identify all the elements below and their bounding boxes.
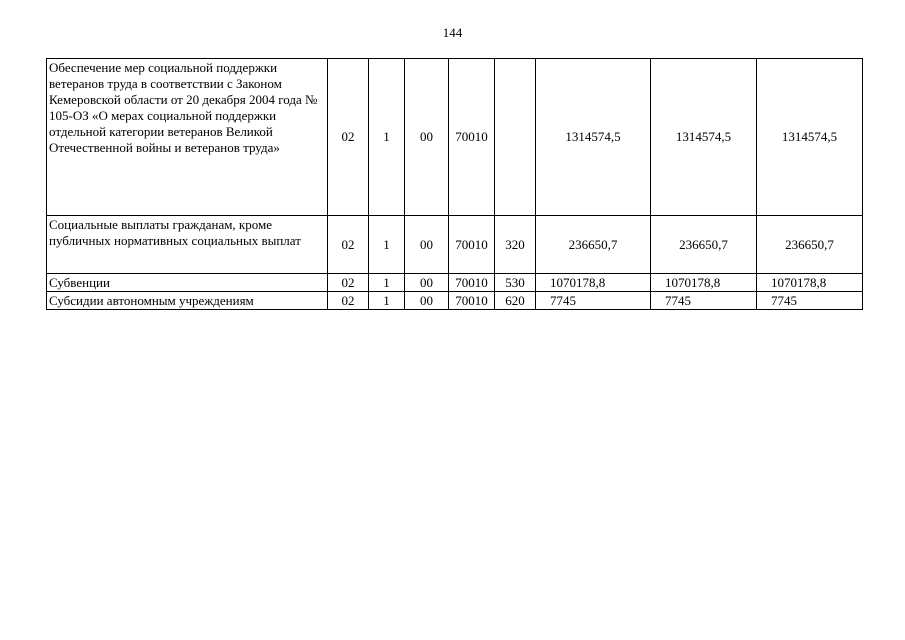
budget-table bbox=[46, 58, 863, 310]
direction-code: 70010 bbox=[449, 274, 495, 292]
event-code: 00 bbox=[405, 292, 449, 310]
row-description: Субсидии автономным учреждениям bbox=[47, 292, 328, 310]
section-code: 02 bbox=[328, 292, 369, 310]
subprogram-code: 1 bbox=[369, 59, 405, 216]
table-row bbox=[47, 274, 863, 292]
event-code: 00 bbox=[405, 59, 449, 216]
expense-type-code bbox=[495, 59, 536, 216]
expense-type-code: 530 bbox=[495, 274, 536, 292]
section-code: 02 bbox=[328, 59, 369, 216]
amount-year-1: 1070178,8 bbox=[536, 274, 651, 292]
amount-year-1: 1314574,5 bbox=[536, 59, 651, 216]
row-description: Социальные выплаты гражданам, кроме публичных нормативных социальных выплат bbox=[47, 216, 328, 274]
amount-year-3: 236650,7 bbox=[757, 216, 863, 274]
subprogram-code: 1 bbox=[369, 216, 405, 274]
direction-code: 70010 bbox=[449, 216, 495, 274]
amount-year-1: 236650,7 bbox=[536, 216, 651, 274]
amount-year-3: 1314574,5 bbox=[757, 59, 863, 216]
amount-year-3: 1070178,8 bbox=[757, 274, 863, 292]
expense-type-code: 320 bbox=[495, 216, 536, 274]
direction-code: 70010 bbox=[449, 292, 495, 310]
amount-year-2: 1070178,8 bbox=[651, 274, 757, 292]
table-row bbox=[47, 216, 863, 274]
section-code: 02 bbox=[328, 274, 369, 292]
row-description: Субвенции bbox=[47, 274, 328, 292]
amount-year-2: 7745 bbox=[651, 292, 757, 310]
subprogram-code: 1 bbox=[369, 292, 405, 310]
event-code: 00 bbox=[405, 216, 449, 274]
table-row bbox=[47, 292, 863, 310]
section-code: 02 bbox=[328, 216, 369, 274]
event-code: 00 bbox=[405, 274, 449, 292]
amount-year-3: 7745 bbox=[757, 292, 863, 310]
amount-year-2: 236650,7 bbox=[651, 216, 757, 274]
table-row bbox=[47, 59, 863, 216]
page-number: 144 bbox=[442, 25, 463, 40]
row-description: Обеспечение мер социальной поддержки ветеранов труда в соответствии с Законом Кемеровской области от 20 декабря 2004 года № 105-ОЗ «О мерах социальной поддержки отдельной категории ветеранов Великой Отечественной войны и ветеранов труда» bbox=[47, 59, 328, 216]
subprogram-code: 1 bbox=[369, 274, 405, 292]
expense-type-code: 620 bbox=[495, 292, 536, 310]
amount-year-2: 1314574,5 bbox=[651, 59, 757, 216]
direction-code: 70010 bbox=[449, 59, 495, 216]
amount-year-1: 7745 bbox=[536, 292, 651, 310]
